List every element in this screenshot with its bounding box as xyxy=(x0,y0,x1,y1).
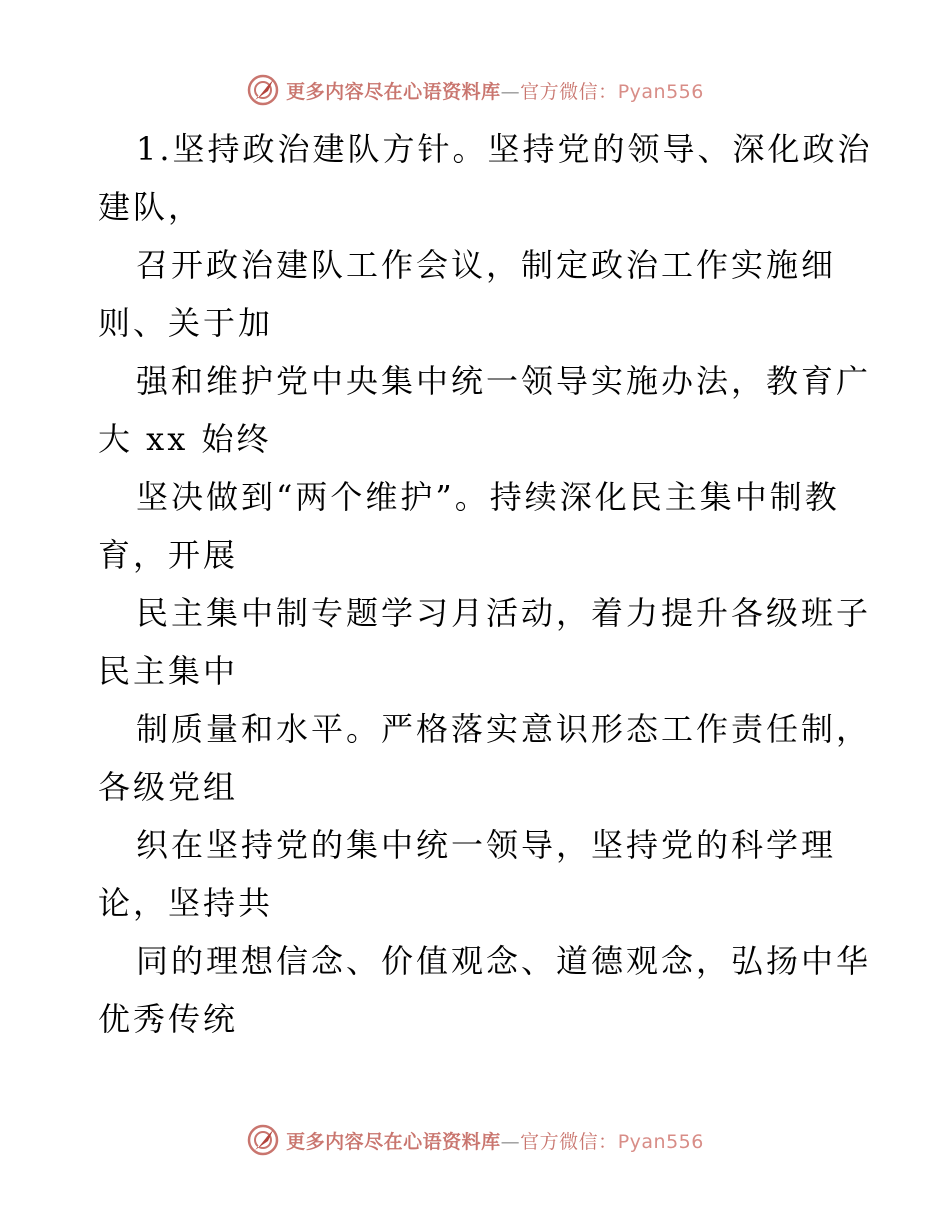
header-watermark xyxy=(0,70,950,110)
paragraph-line: 民主集中制专题学习月活动，着力提升各级班子 xyxy=(136,594,872,632)
paragraph-line: 大 xx 始终 xyxy=(98,420,272,458)
paragraph-line: 强和维护党中央集中统一领导实施办法，教育广 xyxy=(136,362,872,400)
watermark-account: Pyan556 xyxy=(617,1130,704,1153)
paragraph-line: 制质量和水平。严格落实意识形态工作责任制， xyxy=(136,710,872,748)
paragraph-line: 民主集中 xyxy=(98,652,239,690)
paragraph-line: 同的理想信念、价值观念、道德观念，弘扬中华 xyxy=(136,942,872,980)
watermark-separator: — xyxy=(500,80,521,103)
watermark-main: 更多内容尽在心语资料库 xyxy=(286,80,501,103)
paragraph-line: 1.坚持政治建队方针。坚持党的领导、深化政治 xyxy=(136,130,873,168)
paragraph-line: 优秀传统 xyxy=(98,1000,239,1038)
paragraph-line: 育，开展 xyxy=(98,536,239,574)
paragraph-line: 织在坚持党的集中统一领导，坚持党的科学理 xyxy=(136,826,837,864)
watermark-main: 更多内容尽在心语资料库 xyxy=(286,1130,501,1153)
paragraph-line: 论，坚持共 xyxy=(98,884,274,922)
watermark-text xyxy=(286,1127,704,1154)
quill-logo-icon xyxy=(246,1123,280,1157)
paragraph-line: 各级党组 xyxy=(98,768,239,806)
watermark-label: 官方微信： xyxy=(520,1130,618,1153)
quill-logo-icon xyxy=(246,73,280,107)
watermark-separator: — xyxy=(500,1130,521,1153)
paragraph-line: 建队， xyxy=(98,188,204,226)
watermark-text xyxy=(286,77,704,104)
paragraph-line: 坚决做到“两个维护”。持续深化民主集中制教 xyxy=(136,478,840,516)
paragraph-line: 则、关于加 xyxy=(98,304,274,342)
document-body xyxy=(98,120,873,1048)
watermark-account: Pyan556 xyxy=(617,80,704,103)
footer-watermark xyxy=(0,1120,950,1160)
watermark-label: 官方微信： xyxy=(520,80,618,103)
paragraph-line: 召开政治建队工作会议，制定政治工作实施细 xyxy=(136,246,837,284)
